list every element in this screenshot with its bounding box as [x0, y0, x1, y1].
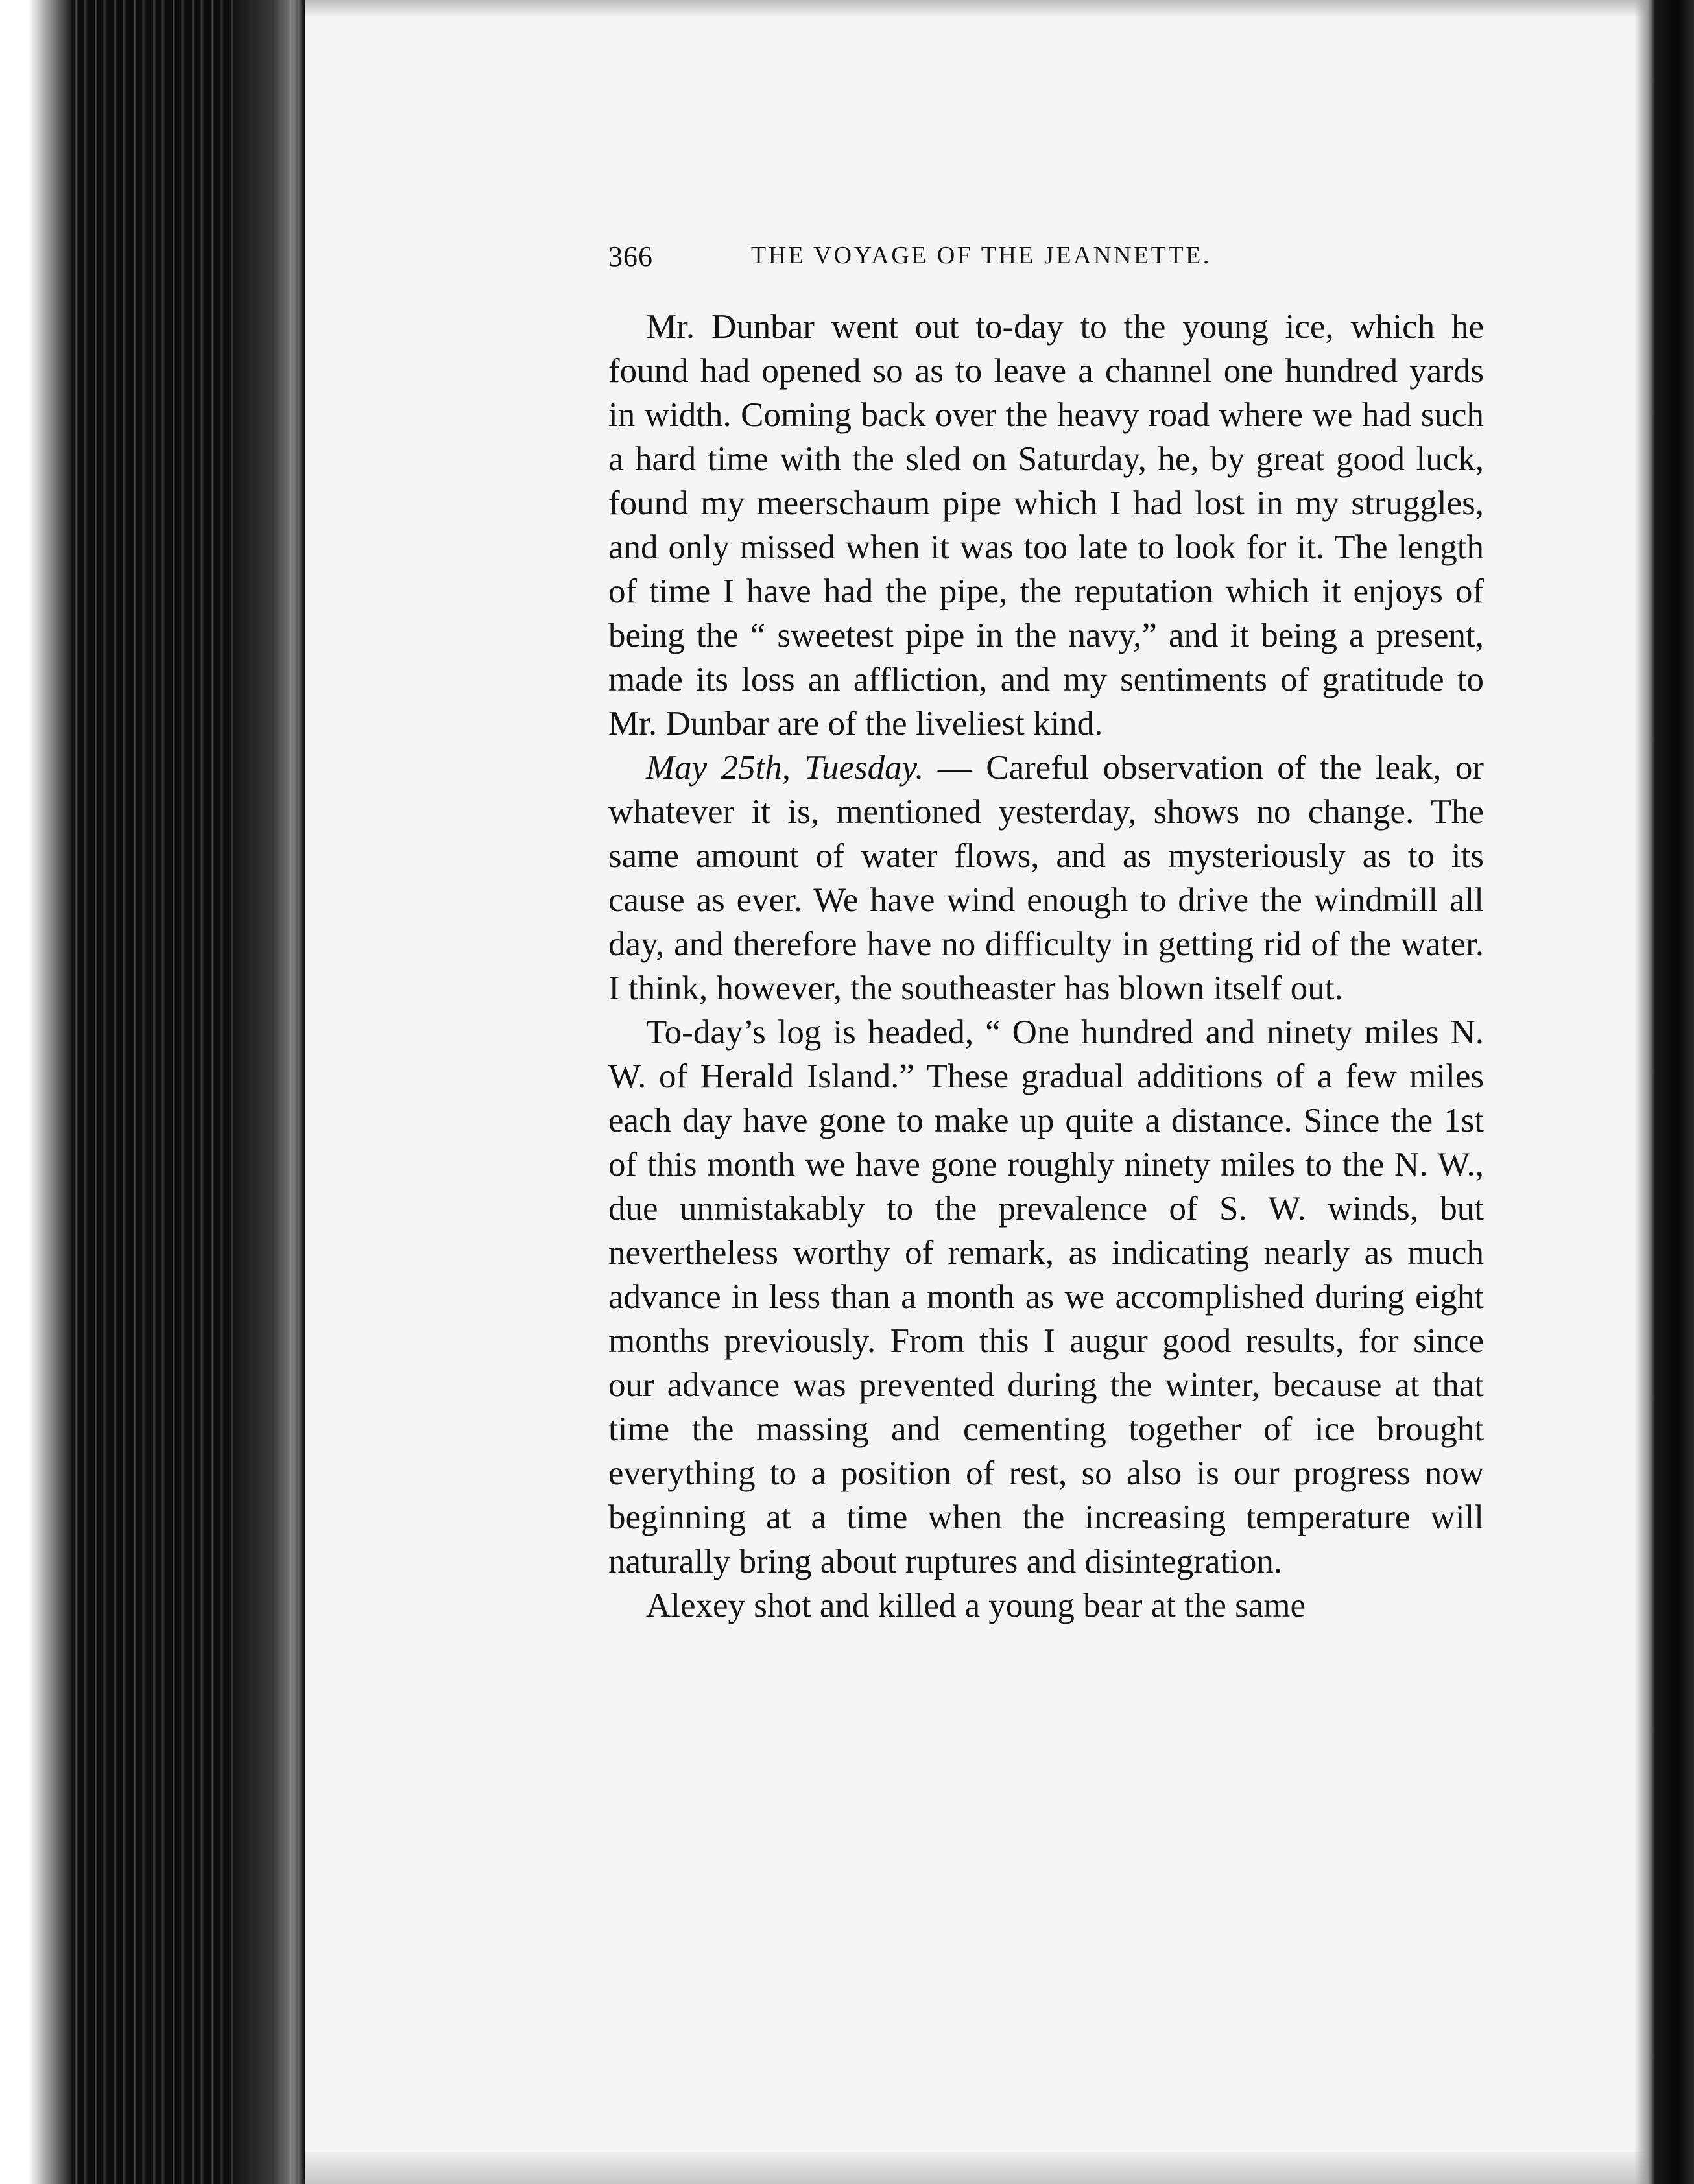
paragraph-alexey: Alexey shot and killed a young bear at the same [646, 1587, 1306, 1624]
scan-margin-left [0, 0, 71, 2184]
page-bottom-shadow [305, 2152, 1654, 2184]
paragraph-log: To-day’s log is headed, “ One hundred and ninety miles N. W. of Herald Island.” These gradual additions of a few miles each day have gone to make up quite a distance. Since the 1st of this month we have gone roughly ninety miles to the N. W., due unmistakably to the prevalence of S. W. winds, but nevertheless worthy of remark, as indicating nearly as much advance in less than a month as we accomplished during eight months previously. From this I augur good results, for since our advance was prevented during the winter, because at that time the massing and cementing together of ice brought everything to a position of rest, so also is our progress now beginning at a time when the increasing temperature will naturally bring about ruptures and disintegration. [608, 1014, 1484, 1580]
gutter-shadow [233, 0, 305, 2184]
running-head: THE VOYAGE OF THE JEANNETTE. [751, 242, 1211, 269]
entry-date: May 25th, Tuesday. [646, 749, 924, 787]
text-block [608, 231, 1484, 1628]
paragraph-dunbar: Mr. Dunbar went out to-day to the young ice, which he found had opened so as to leave a channel one hundred yards in width. Coming back over the heavy road where we had such a hard time with the sled on Saturday, he, by great good luck, found my meerschaum pipe which I had lost in my struggles, and only missed when it was too late to look for it. The length of time I have had the pipe, the reputation which it enjoys of being the “ sweetest pipe in the navy,” and it being a present, made its loss an affliction, and my sentiments of gratitude to Mr. Dunbar are of the liveliest kind. [608, 308, 1484, 742]
page-header [608, 231, 1484, 276]
page-top-shadow [305, 0, 1654, 16]
book-edge-right [1654, 0, 1694, 2184]
body-text [608, 305, 1484, 1628]
paragraph-may-25 [608, 746, 1484, 1010]
page-number: 366 [608, 241, 653, 272]
entry-text: — Careful observation of the leak, or whatever it is, mentioned yesterday, shows no change. The same amount of water flows, and as mysteriously as to its cause as ever. We have wind enough to drive the windmill all day, and therefore have no difficulty in getting rid of the water. I think, however, the southeaster has blown itself out. [608, 749, 1484, 1007]
page-right-shadow [1634, 0, 1654, 2184]
